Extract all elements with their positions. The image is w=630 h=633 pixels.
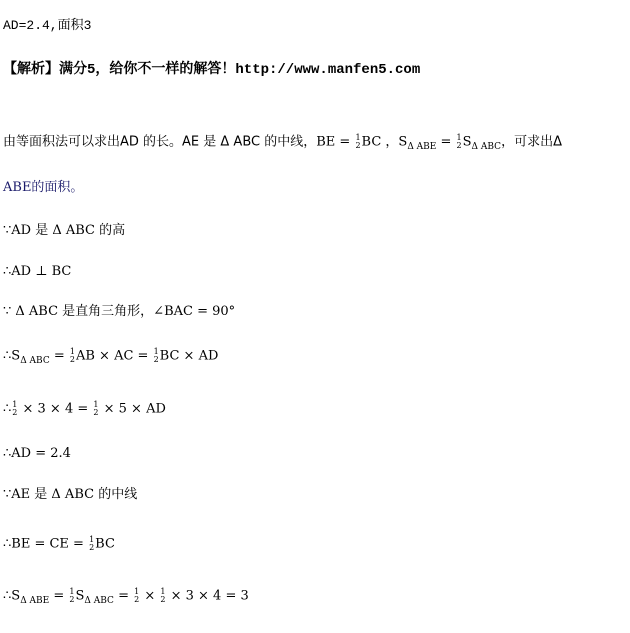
- fraction-half: 1 2: [134, 587, 140, 604]
- be-text: BE =: [316, 134, 355, 150]
- explanation-tail: ，可求出Δ: [501, 134, 562, 150]
- s-symbol: S: [462, 134, 472, 150]
- fraction-half: 1 2: [12, 400, 18, 417]
- explanation-line-1: [3, 134, 562, 152]
- step-5: ∴ 1 2 × 3 × 4 = 1 2 × 5 × AD: [3, 400, 166, 417]
- fraction-half: 1 2: [93, 400, 99, 417]
- fraction-half: 1 2: [69, 587, 75, 604]
- fraction-half: 1 2: [153, 347, 159, 364]
- step-8: ∴BE = CE = 1 2 BC: [3, 535, 115, 552]
- step-2: ∴AD ⊥ BC: [3, 264, 72, 279]
- explanation-text: 由等面积法可以求出AD 的长。AE 是 Δ ABC 的中线，: [3, 134, 317, 150]
- explanation-line-2: ABE的面积。: [3, 180, 84, 195]
- step-7: ∵AE 是 Δ ABC 的中线: [3, 487, 138, 502]
- bc-text: BC ，S: [361, 134, 408, 150]
- analysis-header: 【解析】满分5，给你不一样的解答！http://www.manfen5.com: [3, 62, 421, 78]
- fraction-half: 1 2: [355, 133, 361, 150]
- step-6: ∴AD = 2.4: [3, 446, 71, 461]
- step-9: $\therefore S_{\Delta ABE}$ = 1 2 $S_{\Delta ABC}$ = 1 2 × 1 2 × 3 × 4 = 3: [3, 587, 249, 606]
- step-3: ∵ Δ ABC 是直角三角形，∠BAC = 90°: [3, 304, 236, 319]
- subscript-abc: Δ ABC: [471, 141, 502, 152]
- fraction-half: 1 2: [456, 133, 462, 150]
- equals: =: [436, 134, 456, 150]
- fraction-half: 1 2: [89, 535, 95, 552]
- subscript-abe: Δ ABE: [407, 141, 437, 152]
- step-4: $\therefore S_{\Delta ABC}$ = 1 2 AB × AC = 1 2 BC × AD: [3, 347, 219, 366]
- answer-line: AD=2.4,面积3: [3, 18, 92, 33]
- step-1: ∵AD 是 Δ ABC 的高: [3, 223, 126, 238]
- fraction-half: 1 2: [160, 587, 166, 604]
- fraction-half: 1 2: [69, 347, 75, 364]
